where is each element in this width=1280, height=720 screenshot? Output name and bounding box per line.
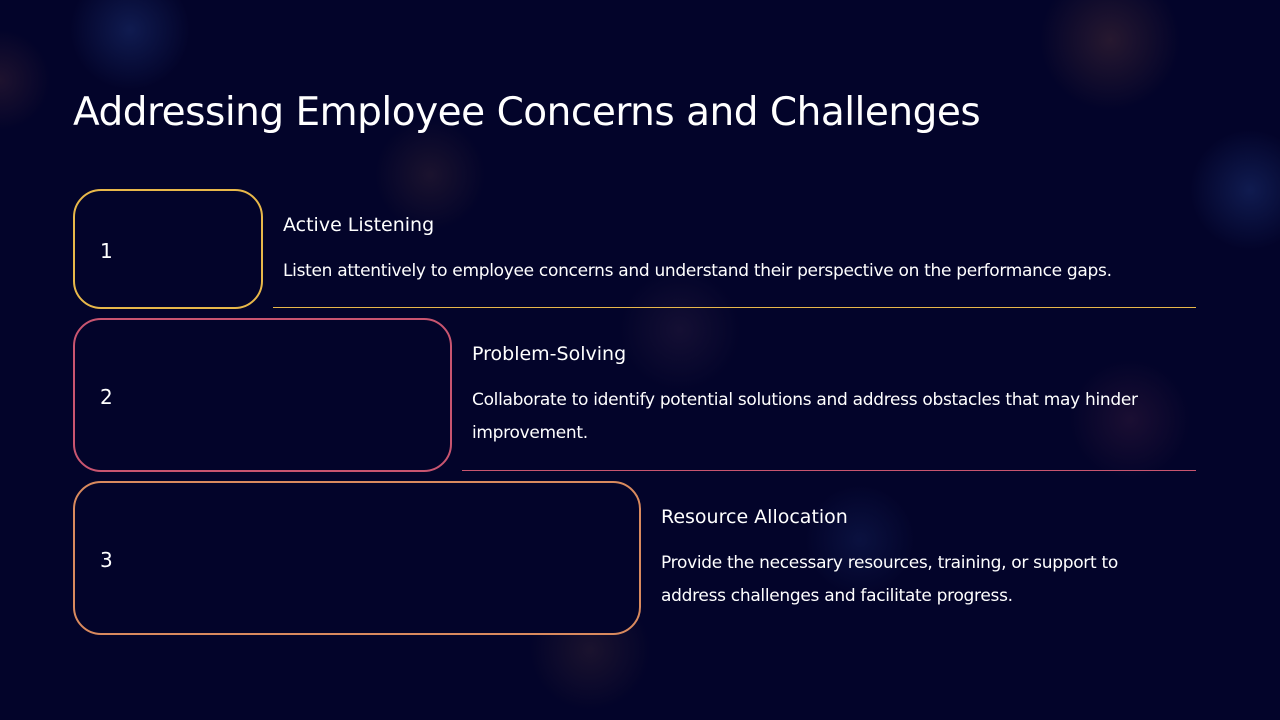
step-1-number-box	[73, 189, 263, 309]
slide-title: Addressing Employee Concerns and Challenges	[73, 90, 981, 135]
step-1-divider	[273, 307, 1196, 308]
step-3-number-box	[73, 481, 641, 635]
step-3-description: Provide the necessary resources, training, or support to address challenges and facilitate progress.	[661, 553, 1118, 606]
step-3-heading: Resource Allocation	[661, 506, 848, 528]
step-2-description: Collaborate to identify potential solutions and address obstacles that may hinder improvement.	[472, 390, 1138, 443]
step-1-description: Listen attentively to employee concerns and understand their perspective on the performance gaps.	[283, 261, 1112, 281]
step-2-divider	[462, 470, 1196, 471]
step-3-number: 3	[100, 548, 113, 572]
step-2-number-box	[73, 318, 452, 472]
step-1-heading: Active Listening	[283, 214, 435, 236]
step-1-number: 1	[100, 239, 113, 263]
step-2-heading: Problem-Solving	[472, 343, 627, 365]
step-2-number: 2	[100, 385, 113, 409]
